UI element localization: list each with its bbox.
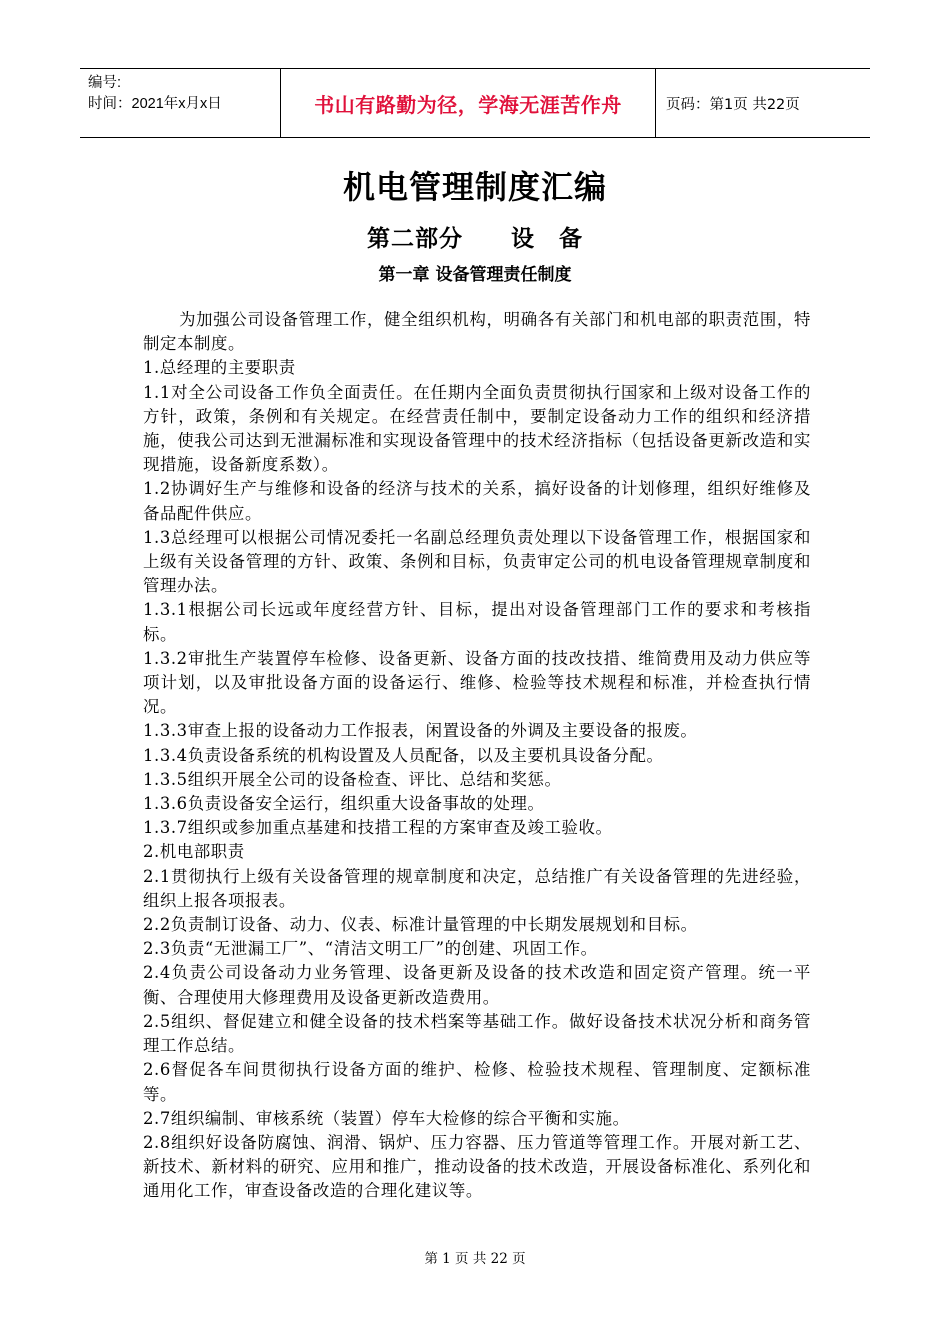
document-date: 时间：2021年x月x日	[88, 96, 222, 112]
clause-paragraph: 1.3.1根据公司长远或年度经营方针、目标，提出对设备管理部门工作的要求和考核指标。	[143, 600, 811, 644]
clause-paragraph: 2.5组织、督促建立和健全设备的技术档案等基础工作。做好设备技术状况分析和商务管理工作总结。	[143, 1011, 811, 1056]
clause-paragraph: 2.4负责公司设备动力业务管理、设备更新及设备的技术改造和固定资产管理。统一平衡、合理使用大修理费用及设备更新改造费用。	[143, 963, 811, 1007]
chapter-title: 第一章 设备管理责任制度	[378, 265, 572, 285]
clause-paragraph: 1.3.4负责设备系统的机构设置及人员配备，以及主要机具设备分配。	[143, 745, 664, 765]
intro-paragraph: 为加强公司设备管理工作，健全组织机构，明确各有关部门和机电部的职责范围，特制定本制度。	[143, 310, 811, 354]
clause-paragraph: 1.3.3审查上报的设备动力工作报表，闲置设备的外调及主要设备的报废。	[143, 721, 698, 741]
document-title: 机电管理制度汇编	[342, 168, 607, 206]
part-title: 第二部分 设 备	[367, 225, 583, 252]
clause-paragraph: 1.3总经理可以根据公司情况委托一名副总经理负责处理以下设备管理工作，根据国家和上级有关设备管理的方针、政策、条例和目标，负责审定公司的机电设备管理规章制度和管理办法。	[143, 527, 811, 596]
clause-paragraph: 1.2协调好生产与维修和设备的经济与技术的关系，搞好设备的计划修理，组织好维修及备品配件供应。	[143, 479, 811, 523]
section-heading: 2.机电部职责	[143, 842, 245, 862]
clause-paragraph: 2.1贯彻执行上级有关设备管理的规章制度和决定，总结推广有关设备管理的先进经验，组织上报各项报表。	[143, 866, 811, 910]
document-number-label: 编号:	[88, 75, 122, 91]
section-heading: 1.总经理的主要职责	[143, 358, 296, 378]
page-header	[80, 68, 870, 138]
document-body	[143, 308, 811, 1204]
page-footer: 第 1 页 共 22 页	[424, 1251, 526, 1267]
header-motto: 书山有路勤为径，学海无涯苦作舟	[281, 69, 656, 137]
clause-paragraph: 1.3.5组织开展全公司的设备检查、评比、总结和奖惩。	[143, 769, 562, 789]
clause-paragraph: 2.3负责“无泄漏工厂”、“清洁文明工厂”的创建、巩固工作。	[143, 939, 598, 959]
clause-paragraph: 1.3.6负责设备安全运行，组织重大设备事故的处理。	[143, 794, 545, 814]
clause-paragraph: 2.8组织好设备防腐蚀、润滑、锅炉、压力容器、压力管道等管理工作。开展对新工艺、新技术、新材料的研究、应用和推广，推动设备的技术改造，开展设备标准化、系列化和通用化工作，审查设备改造的合理化建议等。	[143, 1132, 811, 1201]
header-meta	[80, 69, 281, 137]
clause-paragraph: 2.2负责制订设备、动力、仪表、标准计量管理的中长期发展规划和目标。	[143, 915, 698, 935]
clause-paragraph: 1.3.2审批生产装置停车检修、设备更新、设备方面的技改技措、维简费用及动力供应等项计划，以及审批设备方面的设备运行、维修、检验等技术规程和标准，并检查执行情况。	[143, 648, 811, 717]
header-page-info: 页码：第1页 共22页	[666, 96, 800, 113]
clause-paragraph: 1.3.7组织或参加重点基建和技措工程的方案审查及竣工验收。	[143, 818, 613, 838]
clause-paragraph: 1.1对全公司设备工作负全面责任。在任期内全面负责贯彻执行国家和上级对设备工作的方针，政策，条例和有关规定。在经营责任制中，要制定设备动力工作的组织和经济措施，使我公司达到无泄漏标准和实现设备管理中的技术经济指标（包括设备更新改造和实现措施，设备新度系数）。	[143, 382, 811, 475]
clause-paragraph: 2.6督促各车间贯彻执行设备方面的维护、检修、检验技术规程、管理制度、定额标准等。	[143, 1060, 811, 1104]
clause-paragraph: 2.7组织编制、审核系统（装置）停车大检修的综合平衡和实施。	[143, 1108, 630, 1128]
